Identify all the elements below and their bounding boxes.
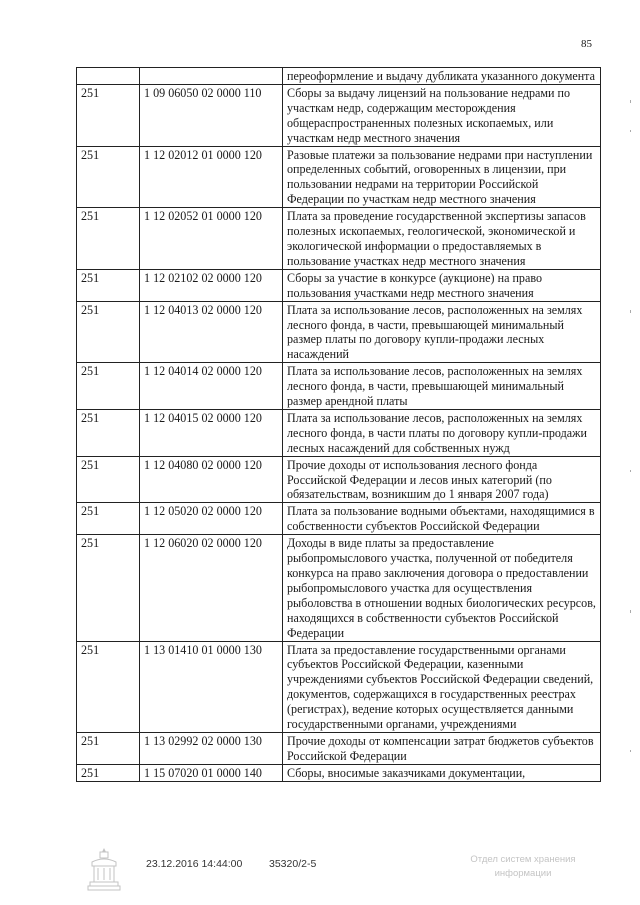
cell-admin-code: 251 xyxy=(77,535,140,641)
table-body xyxy=(77,68,601,782)
table-row xyxy=(77,269,601,301)
cell-revenue-name: Плата за пользование водными объектами, находящимися в собственности субъектов Российской Федерации xyxy=(283,503,601,535)
table-row xyxy=(77,146,601,208)
table-row xyxy=(77,363,601,410)
revenue-codes-table xyxy=(76,67,601,782)
cell-admin-code: 251 xyxy=(77,208,140,270)
cell-admin-code: 251 xyxy=(77,503,140,535)
cell-admin-code: 251 xyxy=(77,146,140,208)
watermark: Отдел систем хранения информации xyxy=(470,854,576,879)
table-row xyxy=(77,301,601,363)
cell-admin-code: 251 xyxy=(77,764,140,781)
footer-date: 23.12.2016 14:44:00 xyxy=(146,858,243,870)
cell-revenue-code: 1 12 02102 02 0000 120 xyxy=(140,269,283,301)
cell-admin-code xyxy=(77,68,140,85)
cell-revenue-name: Прочие доходы от компенсации затрат бюджетов субъектов Российской Федерации xyxy=(283,732,601,764)
margin-marks xyxy=(628,90,634,790)
cell-revenue-name: Плата за проведение государственной экспертизы запасов полезных ископаемых, геологической, экономической и экологической информации о предоставляемых в пользование участках недр местного значения xyxy=(283,208,601,270)
cell-admin-code: 251 xyxy=(77,732,140,764)
cell-revenue-name: Прочие доходы от использования лесного фонда Российской Федерации и лесов иных категорий (по обязательствам, возникшим до 1 января 2007 года) xyxy=(283,456,601,503)
cell-admin-code: 251 xyxy=(77,409,140,456)
cell-revenue-name: Доходы в виде платы за предоставление рыбопромыслового участка, полученной от победителя конкурса на право заключения договора о предоставлении рыбопромыслового участка для осуществления рыболовства в отношении водных биологических ресурсов, находящихся в собственности субъектов Российской Федерации xyxy=(283,535,601,641)
cell-admin-code: 251 xyxy=(77,641,140,732)
cell-revenue-code: 1 12 02012 01 0000 120 xyxy=(140,146,283,208)
cell-revenue-name: Разовые платежи за пользование недрами при наступлении определенных событий, оговоренных в лицензии, при пользовании недрами на территории Российской Федерации по участкам недр местного значения xyxy=(283,146,601,208)
cell-revenue-name: Плата за использование лесов, расположенных на землях лесного фонда, в части платы по договору купли-продажи лесных насаждений для собственных нужд xyxy=(283,409,601,456)
cell-admin-code: 251 xyxy=(77,301,140,363)
table-row xyxy=(77,535,601,641)
page-number: 85 xyxy=(581,38,592,50)
table-row xyxy=(77,764,601,781)
cell-admin-code: 251 xyxy=(77,269,140,301)
cell-revenue-code: 1 09 06050 02 0000 110 xyxy=(140,84,283,146)
cell-revenue-code: 1 12 04013 02 0000 120 xyxy=(140,301,283,363)
cell-revenue-name: Плата за использование лесов, расположенных на землях лесного фонда, в части, превышающей минимальный размер платы по договору купли-продажи лесных насаждений xyxy=(283,301,601,363)
cell-admin-code: 251 xyxy=(77,456,140,503)
cell-revenue-code: 1 12 04015 02 0000 120 xyxy=(140,409,283,456)
cell-revenue-name: переоформление и выдачу дубликата указанного документа xyxy=(283,68,601,85)
cell-revenue-code: 1 12 04080 02 0000 120 xyxy=(140,456,283,503)
cell-revenue-name: Плата за использование лесов, расположенных на землях лесного фонда, в части, превышающей минимальный размер арендной платы xyxy=(283,363,601,410)
table-row xyxy=(77,503,601,535)
cell-revenue-name: Плата за предоставление государственными органами субъектов Российской Федерации, казенными учреждениями субъектов Российской Федерации сведений, документов, содержащихся в государственных реестрах (регистрах), ведение которых осуществляется данными государственными органами, учреждениями xyxy=(283,641,601,732)
cell-admin-code: 251 xyxy=(77,84,140,146)
table-row xyxy=(77,84,601,146)
table-row xyxy=(77,732,601,764)
cell-revenue-name: Сборы, вносимые заказчиками документации, xyxy=(283,764,601,781)
table-row xyxy=(77,456,601,503)
cell-revenue-code: 1 12 06020 02 0000 120 xyxy=(140,535,283,641)
cell-revenue-code xyxy=(140,68,283,85)
cell-revenue-code: 1 12 02052 01 0000 120 xyxy=(140,208,283,270)
footer-doc-number: 35320/2-5 xyxy=(269,858,317,870)
registry-stamp-icon xyxy=(86,846,122,892)
table-row xyxy=(77,409,601,456)
cell-revenue-code: 1 13 02992 02 0000 130 xyxy=(140,732,283,764)
cell-revenue-name: Сборы за участие в конкурсе (аукционе) на право пользования участками недр местного значения xyxy=(283,269,601,301)
cell-revenue-name: Сборы за выдачу лицензий на пользование недрами по участкам недр, содержащим месторождения общераспространенных полезных ископаемых, или участкам недр местного значения xyxy=(283,84,601,146)
cell-revenue-code: 1 13 01410 01 0000 130 xyxy=(140,641,283,732)
table-row xyxy=(77,208,601,270)
table-row xyxy=(77,641,601,732)
cell-admin-code: 251 xyxy=(77,363,140,410)
cell-revenue-code: 1 15 07020 01 0000 140 xyxy=(140,764,283,781)
table-row xyxy=(77,68,601,85)
cell-revenue-code: 1 12 04014 02 0000 120 xyxy=(140,363,283,410)
cell-revenue-code: 1 12 05020 02 0000 120 xyxy=(140,503,283,535)
